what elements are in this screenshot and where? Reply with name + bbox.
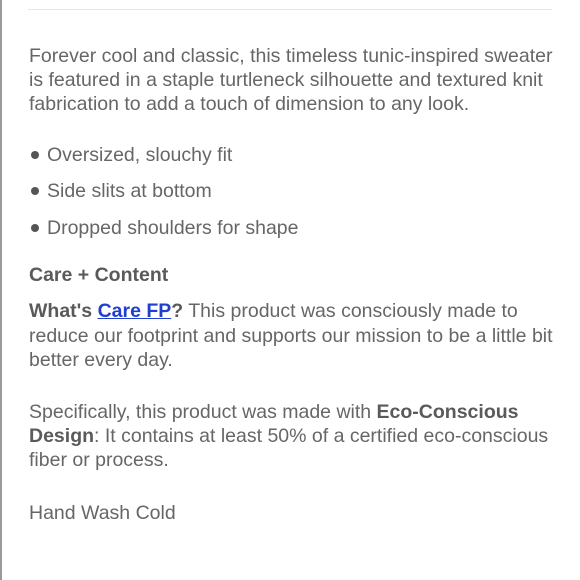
wash-instructions: Hand Wash Cold bbox=[29, 501, 176, 524]
eco-prefix: Specifically, this product was made with bbox=[29, 400, 377, 423]
product-description: Forever cool and classic, this timeless tunic-inspired sweater is featured in a staple turtleneck silhouette and textured knit fabrication to add a touch of dimension to any look. bbox=[29, 45, 553, 116]
eco-body: : It contains at least 50% of a certified eco-conscious fiber or process. bbox=[29, 425, 549, 472]
left-border bbox=[0, 0, 2, 580]
care-content-heading: Care + Content bbox=[29, 264, 169, 287]
feature-item bbox=[29, 143, 554, 180]
feature-text: Oversized, slouchy fit bbox=[47, 143, 233, 166]
feature-list bbox=[29, 143, 554, 253]
care-fp-prefix: What's bbox=[29, 300, 98, 323]
bullet-icon bbox=[31, 187, 39, 195]
bullet-icon bbox=[31, 224, 39, 232]
feature-item bbox=[29, 179, 554, 216]
eco-conscious-paragraph bbox=[29, 400, 554, 473]
eco-design-label: Eco-Conscious Design bbox=[29, 400, 519, 448]
care-fp-body: This product was consciously made to reduce our footprint and supports our mission to be a little bit better every day. bbox=[29, 300, 553, 371]
bullet-icon bbox=[31, 151, 39, 159]
product-details bbox=[29, 44, 554, 525]
care-fp-question-mark: ? bbox=[171, 300, 184, 323]
care-fp-paragraph bbox=[29, 299, 554, 372]
feature-item bbox=[29, 216, 554, 253]
feature-text: Dropped shoulders for shape bbox=[47, 216, 299, 239]
top-divider bbox=[28, 9, 552, 10]
feature-text: Side slits at bottom bbox=[47, 180, 212, 203]
care-fp-link[interactable]: Care FP bbox=[97, 300, 172, 323]
